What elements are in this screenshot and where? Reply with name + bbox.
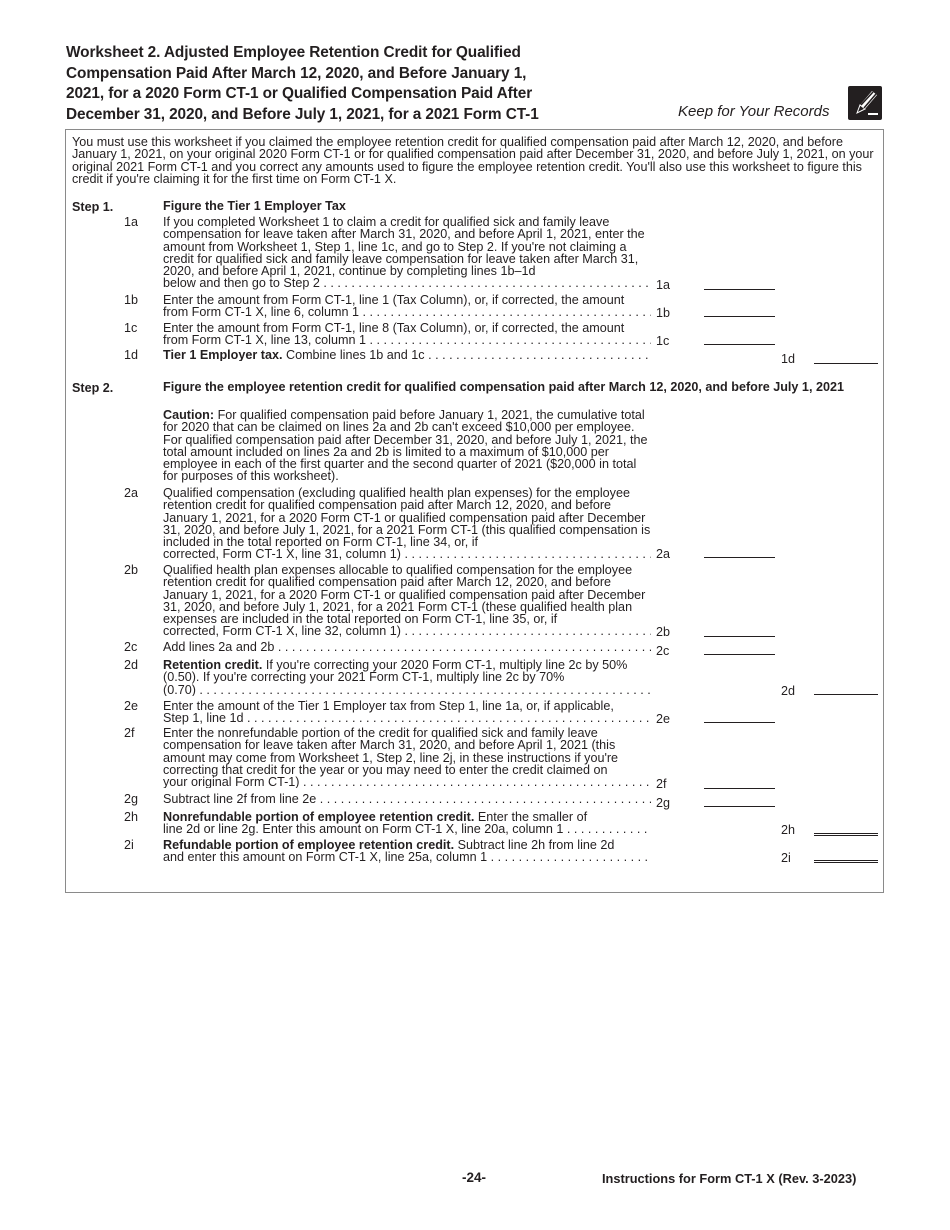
line-ref-2d: 2d	[781, 684, 796, 698]
worksheet-title	[66, 43, 626, 125]
line-number-2e: 2e	[124, 699, 139, 713]
line-ref-2c: 2c	[656, 644, 670, 658]
line-1d-text	[163, 349, 651, 361]
line-2f-tail: your original Form CT-1) . . .	[163, 776, 651, 788]
line-2h-text	[163, 811, 651, 836]
line-ref-1d: 1d	[781, 352, 796, 366]
caution-text: For qualified compensation paid before January 1, 2021, the cumulative total for 2020 that can be claimed on lines 2a and 2b can't exceed $10,000 per employee. For qualified compensation paid after December 31, 2020, and before July 1, 2021, the total amount included on lines 2a and 2b is limited to a maximum of $10,000 per employee in each of the first quarter and the second quarter of 2021 ($20,000 in total for purposes of this worksheet).	[163, 408, 648, 484]
line-1b-text	[163, 294, 651, 319]
line-2f-text	[163, 727, 651, 788]
line-2a-text	[163, 487, 651, 561]
title-line: December 31, 2020, and Before July 1, 2021, for a 2021 Form CT-1	[66, 105, 539, 123]
line-2a-tail: corrected, Form CT-1 X, line 31, column 1) . . .	[163, 548, 651, 560]
title-line: Worksheet 2. Adjusted Employee Retention Credit for Qualified	[66, 44, 521, 61]
line-1c-tail: from Form CT-1 X, line 13, column 1 . . .	[163, 334, 651, 346]
page-number: -24-	[462, 1170, 487, 1185]
line-number-1a: 1a	[124, 215, 139, 229]
line-2g-tail: Subtract line 2f from line 2e . . .	[163, 793, 651, 805]
title-line: 2021, for a 2020 Form CT-1 or Qualified Compensation Paid After	[66, 85, 533, 102]
line-ref-1a: 1a	[656, 278, 671, 292]
pencil-icon	[848, 86, 882, 120]
answer-field-2f[interactable]	[704, 788, 775, 789]
line-2h-body: Enter the smaller of	[477, 810, 588, 824]
answer-field-2e[interactable]	[704, 722, 775, 723]
keep-for-records-label: Keep for Your Records	[678, 103, 830, 120]
line-2f-body: Enter the nonrefundable portion of the credit for qualified sick and family leave compensation for leave taken after March 31, 2020, and before April 1, 2021 (this amount may come from Worksheet 1, Step 2, line 2j, in these instructions if you're correcting that credit for the year or you may need to enter the credit claimed on	[163, 726, 619, 777]
line-2i-text	[163, 839, 651, 864]
line-number-2h: 2h	[124, 810, 139, 824]
intro-paragraph: You must use this worksheet if you claimed the employee retention credit for qualified compensation paid after March 12, 2020, and before January 1, 2021, on your original 2020 Form CT-1 or for qualified compensation paid after December 31, 2020, and before July 1, 2021, on your original 2021 Form CT-1 and you correct any amounts used to figure the employee retention credit. You'll also use this worksheet to figure this credit if you're claiming it for the first time on Form CT-1 X.	[72, 135, 874, 186]
answer-field-2a[interactable]	[704, 557, 775, 558]
line-ref-2g: 2g	[656, 796, 671, 810]
step2-heading: Figure the employee retention credit for qualified compensation paid after March 12, 2020, and before July 1, 2021	[163, 380, 844, 394]
line-2i-tail: and enter this amount on Form CT-1 X, line 25a, column 1 . . .	[163, 851, 651, 863]
answer-field-1c[interactable]	[704, 344, 775, 345]
line-number-2i: 2i	[124, 838, 134, 852]
line-1d-tail: Combine lines 1b and 1c	[285, 349, 425, 362]
line-number-1b: 1b	[124, 293, 139, 307]
line-2e-tail: Step 1, line 1d . . .	[163, 712, 651, 724]
step2-label: Step 2.	[72, 381, 114, 395]
line-2i-bold: Refundable portion of employee retention credit.	[163, 838, 455, 852]
line-2d-text	[163, 659, 651, 696]
line-2e-body: Enter the amount of the Tier 1 Employer tax from Step 1, line 1a, or, if applicable,	[163, 699, 614, 713]
line-ref-2a: 2a	[656, 547, 671, 561]
line-number-2a: 2a	[124, 486, 139, 500]
line-1a-text	[163, 216, 651, 290]
line-2b-text	[163, 564, 651, 638]
line-2h-bold: Nonrefundable portion of employee retention credit.	[163, 810, 475, 824]
answer-field-2d[interactable]	[814, 694, 878, 695]
answer-field-2i[interactable]	[814, 860, 878, 863]
line-2a-body: Qualified compensation (excluding qualified health plan expenses) for the employee retention credit for qualified compensation paid after March 12, 2020, and before January 1, 2021, for a 2020 Form CT-1 or qualified compensation paid after December 31, 2020, and before July 1, 2021, for a 2021 Form CT-1 (this qualified compensation is included in the total reported on Form CT-1, line 34, or, if	[163, 486, 651, 550]
title-line: Compensation Paid After March 12, 2020, and Before January 1,	[66, 64, 527, 82]
line-2b-tail: corrected, Form CT-1 X, line 32, column 1) . . .	[163, 625, 651, 637]
line-ref-2i: 2i	[781, 851, 791, 865]
line-1b-tail: from Form CT-1 X, line 6, column 1 . . .	[163, 306, 651, 318]
line-1b-body: Enter the amount from Form CT-1, line 1 (Tax Column), or, if corrected, the amount	[163, 293, 625, 307]
caution-paragraph	[163, 409, 651, 483]
line-ref-1c: 1c	[656, 334, 670, 348]
answer-field-1a[interactable]	[704, 289, 775, 290]
step1-heading: Figure the Tier 1 Employer Tax	[163, 199, 346, 213]
line-2h-tail: line 2d or line 2g. Enter this amount on Form CT-1 X, line 20a, column 1 . . .	[163, 823, 651, 835]
line-2b-body: Qualified health plan expenses allocable to qualified compensation for the employee retention credit for qualified compensation paid after March 12, 2020, and before January 1, 2021, for a 2020 Form CT-1 or qualified compensation paid after December 31, 2020, and before July 1, 2021, for a 2021 Form CT-1 (these qualified health plan expenses are included in the total reported on Form CT-1, line 35, or, if	[163, 563, 646, 627]
line-number-2b: 2b	[124, 563, 139, 577]
line-1d-content	[163, 349, 651, 361]
line-2d-bold: Retention credit.	[163, 658, 263, 672]
line-1d-bold: Tier 1 Employer tax.	[163, 349, 283, 362]
line-1a-body: If you completed Worksheet 1 to claim a credit for qualified sick and family leave compensation for leave taken after March 31, 2020, and before April 1, 2021, enter the amount from Worksheet 1, Step 1, line 1c, and go to Step 2. If you're not claiming a credit for qualified sick and family leave compensation for leave taken after March 31, 2020, and before April 1, 2021, continue by completing lines 1b–1d	[163, 215, 645, 279]
line-1a-tail: below and then go to Step 2 . . .	[163, 277, 651, 289]
line-2d-tail: (0.70) . . .	[163, 684, 651, 696]
line-2i-body: Subtract line 2h from line 2d	[457, 838, 615, 852]
line-2c-tail: Add lines 2a and 2b . . .	[163, 641, 651, 653]
caution-label: Caution:	[163, 408, 215, 422]
line-number-2d: 2d	[124, 658, 139, 672]
line-2e-text	[163, 700, 651, 725]
line-number-2g: 2g	[124, 792, 139, 806]
answer-field-2c[interactable]	[704, 654, 775, 655]
line-ref-2f: 2f	[656, 777, 667, 791]
line-1c-text	[163, 322, 651, 347]
answer-field-1b[interactable]	[704, 316, 775, 317]
line-ref-2h: 2h	[781, 823, 796, 837]
line-2d-body: If you're correcting your 2020 Form CT-1, multiply line 2c by 50% (0.50). If you're correcting your 2021 Form CT-1, multiply line 2c by 70%	[163, 658, 628, 685]
answer-field-2b[interactable]	[704, 636, 775, 637]
line-number-2f: 2f	[124, 726, 135, 740]
line-ref-2b: 2b	[656, 625, 671, 639]
line-ref-1b: 1b	[656, 306, 671, 320]
footer-doc-title: Instructions for Form CT-1 X (Rev. 3-2023)	[602, 1171, 857, 1186]
line-number-1c: 1c	[124, 321, 138, 335]
line-1c-body: Enter the amount from Form CT-1, line 8 (Tax Column), or, if corrected, the amount	[163, 321, 625, 335]
answer-field-2h[interactable]	[814, 833, 878, 836]
step1-label: Step 1.	[72, 200, 114, 214]
line-2c-text	[163, 641, 651, 653]
answer-field-2g[interactable]	[704, 806, 775, 807]
line-ref-2e: 2e	[656, 712, 671, 726]
line-number-2c: 2c	[124, 640, 138, 654]
line-2g-text	[163, 793, 651, 805]
answer-field-1d[interactable]	[814, 363, 878, 364]
line-number-1d: 1d	[124, 348, 139, 362]
